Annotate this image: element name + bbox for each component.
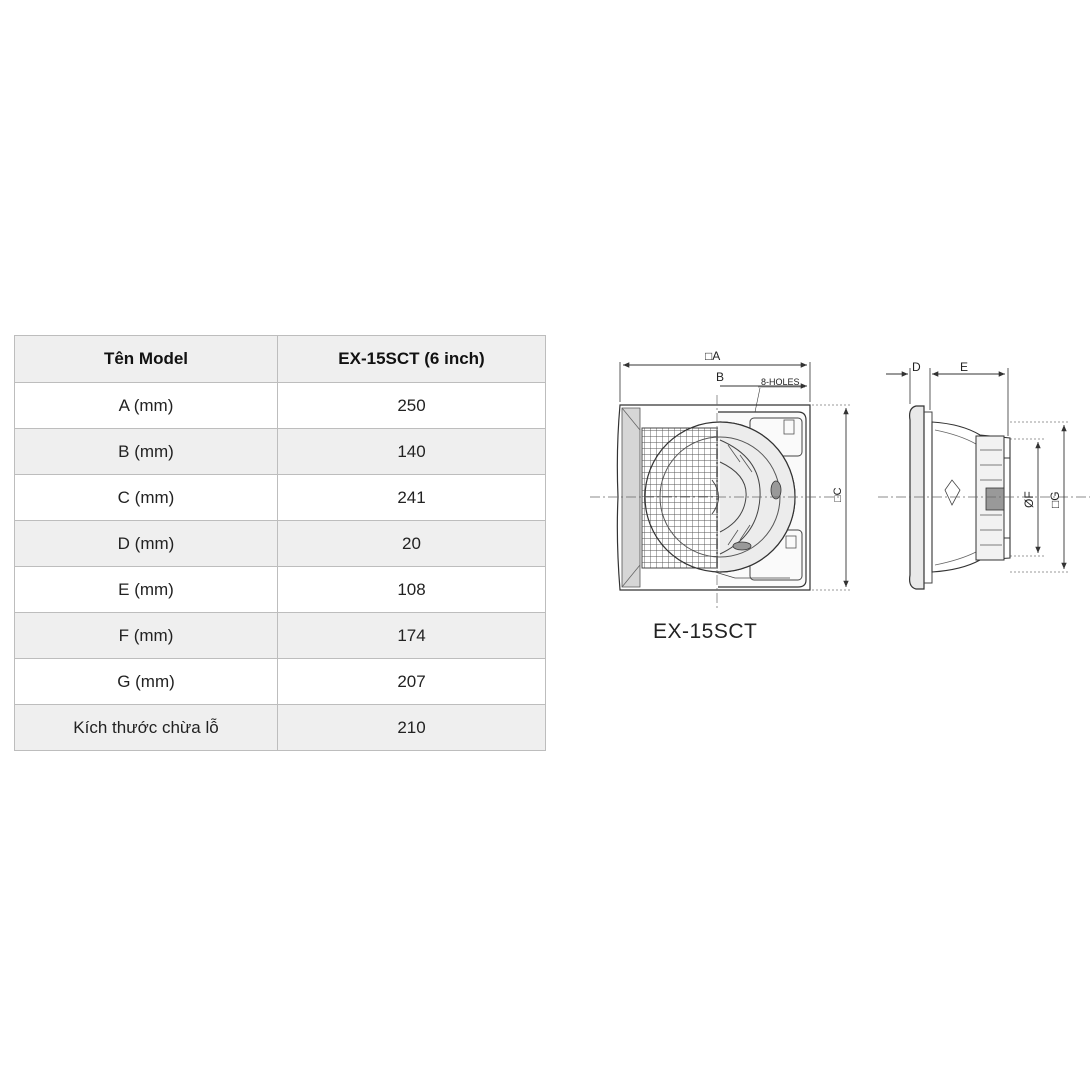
table-header-row (15, 336, 546, 383)
row-value: 241 (278, 475, 546, 521)
label-dim-g: □G (1048, 491, 1062, 508)
row-label: B (mm) (15, 429, 278, 475)
label-dim-a: □A (705, 349, 721, 363)
label-dim-b: B (716, 370, 725, 384)
table-row (15, 521, 546, 567)
drawing-caption: EX-15SCT (653, 620, 758, 643)
row-label: D (mm) (15, 521, 278, 567)
row-value: 207 (278, 659, 546, 705)
dimension-table (14, 335, 546, 751)
row-value: 140 (278, 429, 546, 475)
table-row (15, 567, 546, 613)
label-dim-e: E (960, 360, 969, 374)
table-row (15, 659, 546, 705)
header-model-value: EX-15SCT (6 inch) (278, 336, 546, 383)
row-value: 250 (278, 383, 546, 429)
table-row (15, 705, 546, 751)
table-row (15, 383, 546, 429)
front-view (590, 349, 852, 610)
technical-drawing (590, 340, 1090, 660)
header-model-name: Tên Model (15, 336, 278, 383)
row-label: C (mm) (15, 475, 278, 521)
table-row (15, 475, 546, 521)
row-label: Kích thước chừa lỗ (15, 705, 278, 751)
row-value: 108 (278, 567, 546, 613)
label-8-holes: 8-HOLES (761, 377, 800, 387)
row-value: 174 (278, 613, 546, 659)
row-value: 210 (278, 705, 546, 751)
side-view (878, 360, 1090, 589)
label-dim-f: ØF (1022, 491, 1036, 508)
row-label: G (mm) (15, 659, 278, 705)
label-dim-c: □C (832, 487, 844, 502)
row-label: A (mm) (15, 383, 278, 429)
row-label: F (mm) (15, 613, 278, 659)
row-value: 20 (278, 521, 546, 567)
label-dim-d: D (912, 360, 921, 374)
table-row (15, 613, 546, 659)
table-row (15, 429, 546, 475)
row-label: E (mm) (15, 567, 278, 613)
